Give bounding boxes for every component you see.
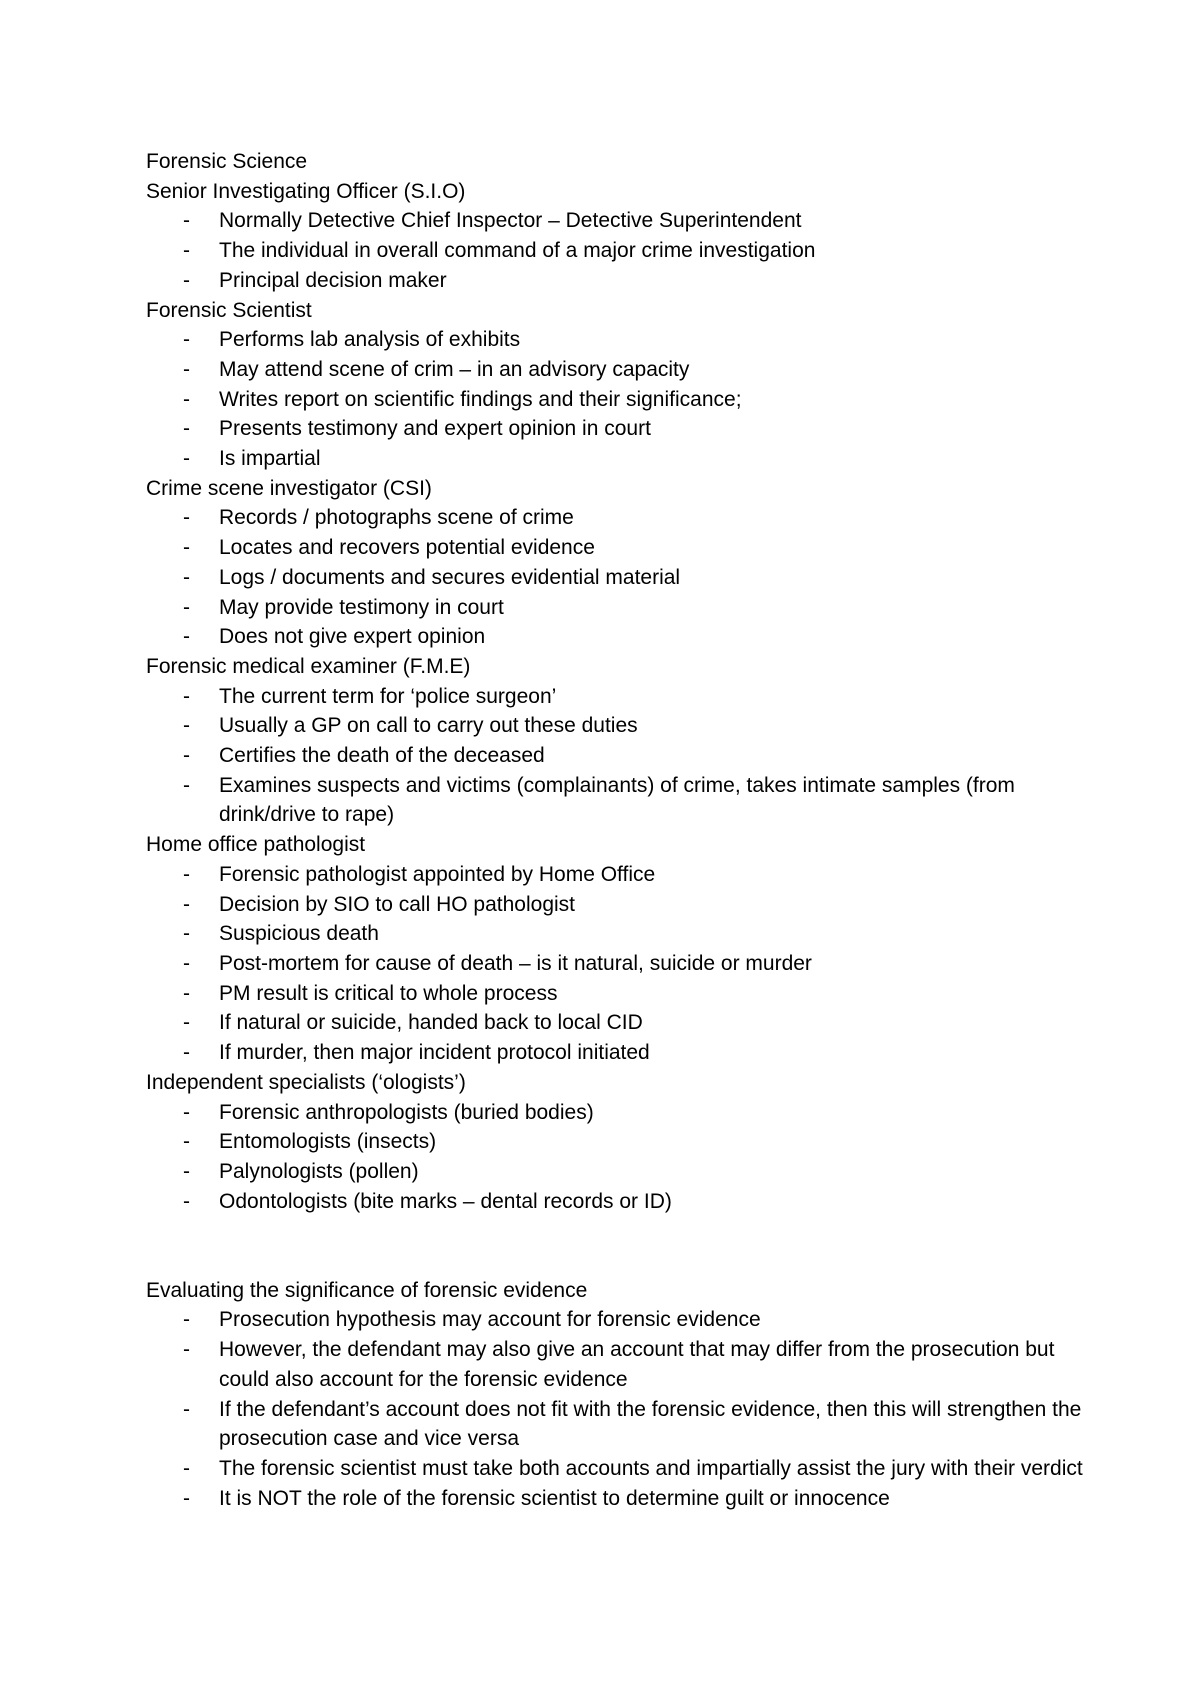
- bullet-dash: -: [183, 1456, 190, 1480]
- section-list-fme: [146, 682, 1086, 831]
- list-item: [146, 860, 1086, 890]
- list-item: [146, 1098, 1086, 1128]
- section-heading-evaluating-evidence: Evaluating the significance of forensic evidence: [146, 1278, 588, 1302]
- section-list-sio: [146, 206, 1086, 295]
- list-item-text: It is NOT the role of the forensic scientist to determine guilt or innocence: [219, 1486, 890, 1510]
- list-item-text: The current term for ‘police surgeon’: [219, 684, 557, 708]
- section-list-evaluating-evidence: [146, 1305, 1086, 1513]
- list-item: [146, 503, 1086, 533]
- list-item-text: Certifies the death of the deceased: [219, 744, 545, 768]
- section-heading-home-office-pathologist: Home office pathologist: [146, 833, 366, 857]
- section-list-home-office-pathologist: [146, 860, 1086, 1068]
- list-item-text: Prosecution hypothesis may account for forensic evidence: [219, 1308, 761, 1332]
- list-item: [146, 949, 1086, 979]
- list-item-text: Examines suspects and victims (complainants) of crime, takes intimate samples (from drink/drive to rape): [219, 773, 1015, 827]
- list-item: [146, 979, 1086, 1009]
- list-item: [146, 1127, 1086, 1157]
- list-item: [146, 1335, 1086, 1394]
- bullet-dash: -: [183, 1011, 190, 1035]
- list-item: [146, 890, 1086, 920]
- list-item: [146, 1157, 1086, 1187]
- bullet-dash: -: [183, 328, 190, 352]
- list-item: [146, 919, 1086, 949]
- list-item-text: Odontologists (bite marks – dental records or ID): [219, 1189, 672, 1213]
- list-item-text: Suspicious death: [219, 922, 379, 946]
- section-list-independent-specialists: [146, 1098, 1086, 1217]
- list-item: [146, 622, 1086, 652]
- blank-lines: [146, 1216, 1086, 1275]
- list-item: [146, 325, 1086, 355]
- list-item: [146, 444, 1086, 474]
- list-item-text: If the defendant’s account does not fit with the forensic evidence, then this will strengthen the prosecution case and vice versa: [219, 1397, 1082, 1451]
- bullet-dash: -: [183, 892, 190, 916]
- section-heading-csi: Crime scene investigator (CSI): [146, 476, 432, 500]
- list-item-text: Presents testimony and expert opinion in court: [219, 417, 651, 441]
- bullet-dash: -: [183, 1338, 190, 1362]
- list-item-text: Normally Detective Chief Inspector – Detective Superintendent: [219, 209, 802, 233]
- list-item: [146, 771, 1086, 830]
- list-item-text: Forensic anthropologists (buried bodies): [219, 1100, 594, 1124]
- bullet-dash: -: [183, 1100, 190, 1124]
- list-item-text: Logs / documents and secures evidential material: [219, 565, 681, 589]
- list-item: [146, 414, 1086, 444]
- bullet-dash: -: [183, 268, 190, 292]
- bullet-dash: -: [183, 1159, 190, 1183]
- bullet-dash: -: [183, 209, 190, 233]
- list-item-text: Palynologists (pollen): [219, 1159, 419, 1183]
- list-item-text: However, the defendant may also give an account that may differ from the prosecution but could also account for the forensic evidence: [219, 1338, 1055, 1391]
- list-item: [146, 266, 1086, 296]
- list-item: [146, 385, 1086, 415]
- list-item: [146, 1454, 1086, 1484]
- list-item: [146, 1305, 1086, 1335]
- list-item-text: Is impartial: [219, 447, 321, 471]
- list-item-text: May provide testimony in court: [219, 595, 504, 619]
- bullet-dash: -: [183, 1308, 190, 1332]
- bullet-dash: -: [183, 862, 190, 886]
- list-item-text: Decision by SIO to call HO pathologist: [219, 892, 575, 916]
- list-item-text: Locates and recovers potential evidence: [219, 536, 595, 560]
- bullet-dash: -: [183, 1486, 190, 1510]
- list-item-text: Forensic pathologist appointed by Home Office: [219, 862, 656, 886]
- list-item-text: May attend scene of crim – in an advisory capacity: [219, 357, 690, 381]
- list-item-text: Performs lab analysis of exhibits: [219, 328, 521, 352]
- document-title: Forensic Science: [146, 150, 308, 173]
- document-body: [146, 147, 1086, 1513]
- bullet-dash: -: [183, 447, 190, 471]
- list-item-text: Writes report on scientific findings and their significance;: [219, 387, 742, 411]
- bullet-dash: -: [183, 981, 190, 1005]
- section-list-csi: [146, 503, 1086, 652]
- bullet-dash: -: [183, 1189, 190, 1213]
- list-item: [146, 682, 1086, 712]
- bullet-dash: -: [183, 951, 190, 975]
- list-item: [146, 1008, 1086, 1038]
- section-heading-forensic-scientist: Forensic Scientist: [146, 298, 312, 322]
- list-item: [146, 1187, 1086, 1217]
- list-item: [146, 206, 1086, 236]
- bullet-dash: -: [183, 625, 190, 649]
- list-item: [146, 1038, 1086, 1068]
- bullet-dash: -: [183, 684, 190, 708]
- list-item-text: Principal decision maker: [219, 268, 447, 292]
- list-item-text: PM result is critical to whole process: [219, 981, 558, 1005]
- section-heading-sio: Senior Investigating Officer (S.I.O): [146, 179, 466, 203]
- list-item: [146, 741, 1086, 771]
- list-item-text: Usually a GP on call to carry out these duties: [219, 714, 638, 738]
- bullet-dash: -: [183, 1041, 190, 1065]
- list-item: [146, 593, 1086, 623]
- list-item: [146, 236, 1086, 266]
- bullet-dash: -: [183, 1130, 190, 1154]
- list-item-text: Does not give expert opinion: [219, 625, 486, 649]
- bullet-dash: -: [183, 773, 190, 797]
- bullet-dash: -: [183, 417, 190, 441]
- list-item: [146, 533, 1086, 563]
- bullet-dash: -: [183, 387, 190, 411]
- section-heading-independent-specialists: Independent specialists (‘ologists’): [146, 1070, 466, 1094]
- bullet-dash: -: [183, 565, 190, 589]
- list-item-text: If murder, then major incident protocol initiated: [219, 1041, 650, 1065]
- bullet-dash: -: [183, 744, 190, 768]
- list-item-text: The forensic scientist must take both accounts and impartially assist the jury with their verdict: [219, 1456, 1083, 1480]
- section-list-forensic-scientist: [146, 325, 1086, 474]
- list-item-text: If natural or suicide, handed back to local CID: [219, 1011, 643, 1035]
- list-item-text: Records / photographs scene of crime: [219, 506, 574, 530]
- bullet-dash: -: [183, 922, 190, 946]
- bullet-dash: -: [183, 1397, 190, 1421]
- list-item-text: Post-mortem for cause of death – is it natural, suicide or murder: [219, 951, 812, 975]
- list-item: [146, 1484, 1086, 1514]
- bullet-dash: -: [183, 239, 190, 263]
- list-item: [146, 355, 1086, 385]
- bullet-dash: -: [183, 506, 190, 530]
- list-item: [146, 711, 1086, 741]
- section-heading-fme: Forensic medical examiner (F.M.E): [146, 654, 471, 678]
- list-item: [146, 563, 1086, 593]
- list-item: [146, 1395, 1086, 1454]
- list-item-text: Entomologists (insects): [219, 1130, 437, 1154]
- bullet-dash: -: [183, 357, 190, 381]
- bullet-dash: -: [183, 714, 190, 738]
- list-item-text: The individual in overall command of a major crime investigation: [219, 239, 816, 263]
- bullet-dash: -: [183, 595, 190, 619]
- bullet-dash: -: [183, 536, 190, 560]
